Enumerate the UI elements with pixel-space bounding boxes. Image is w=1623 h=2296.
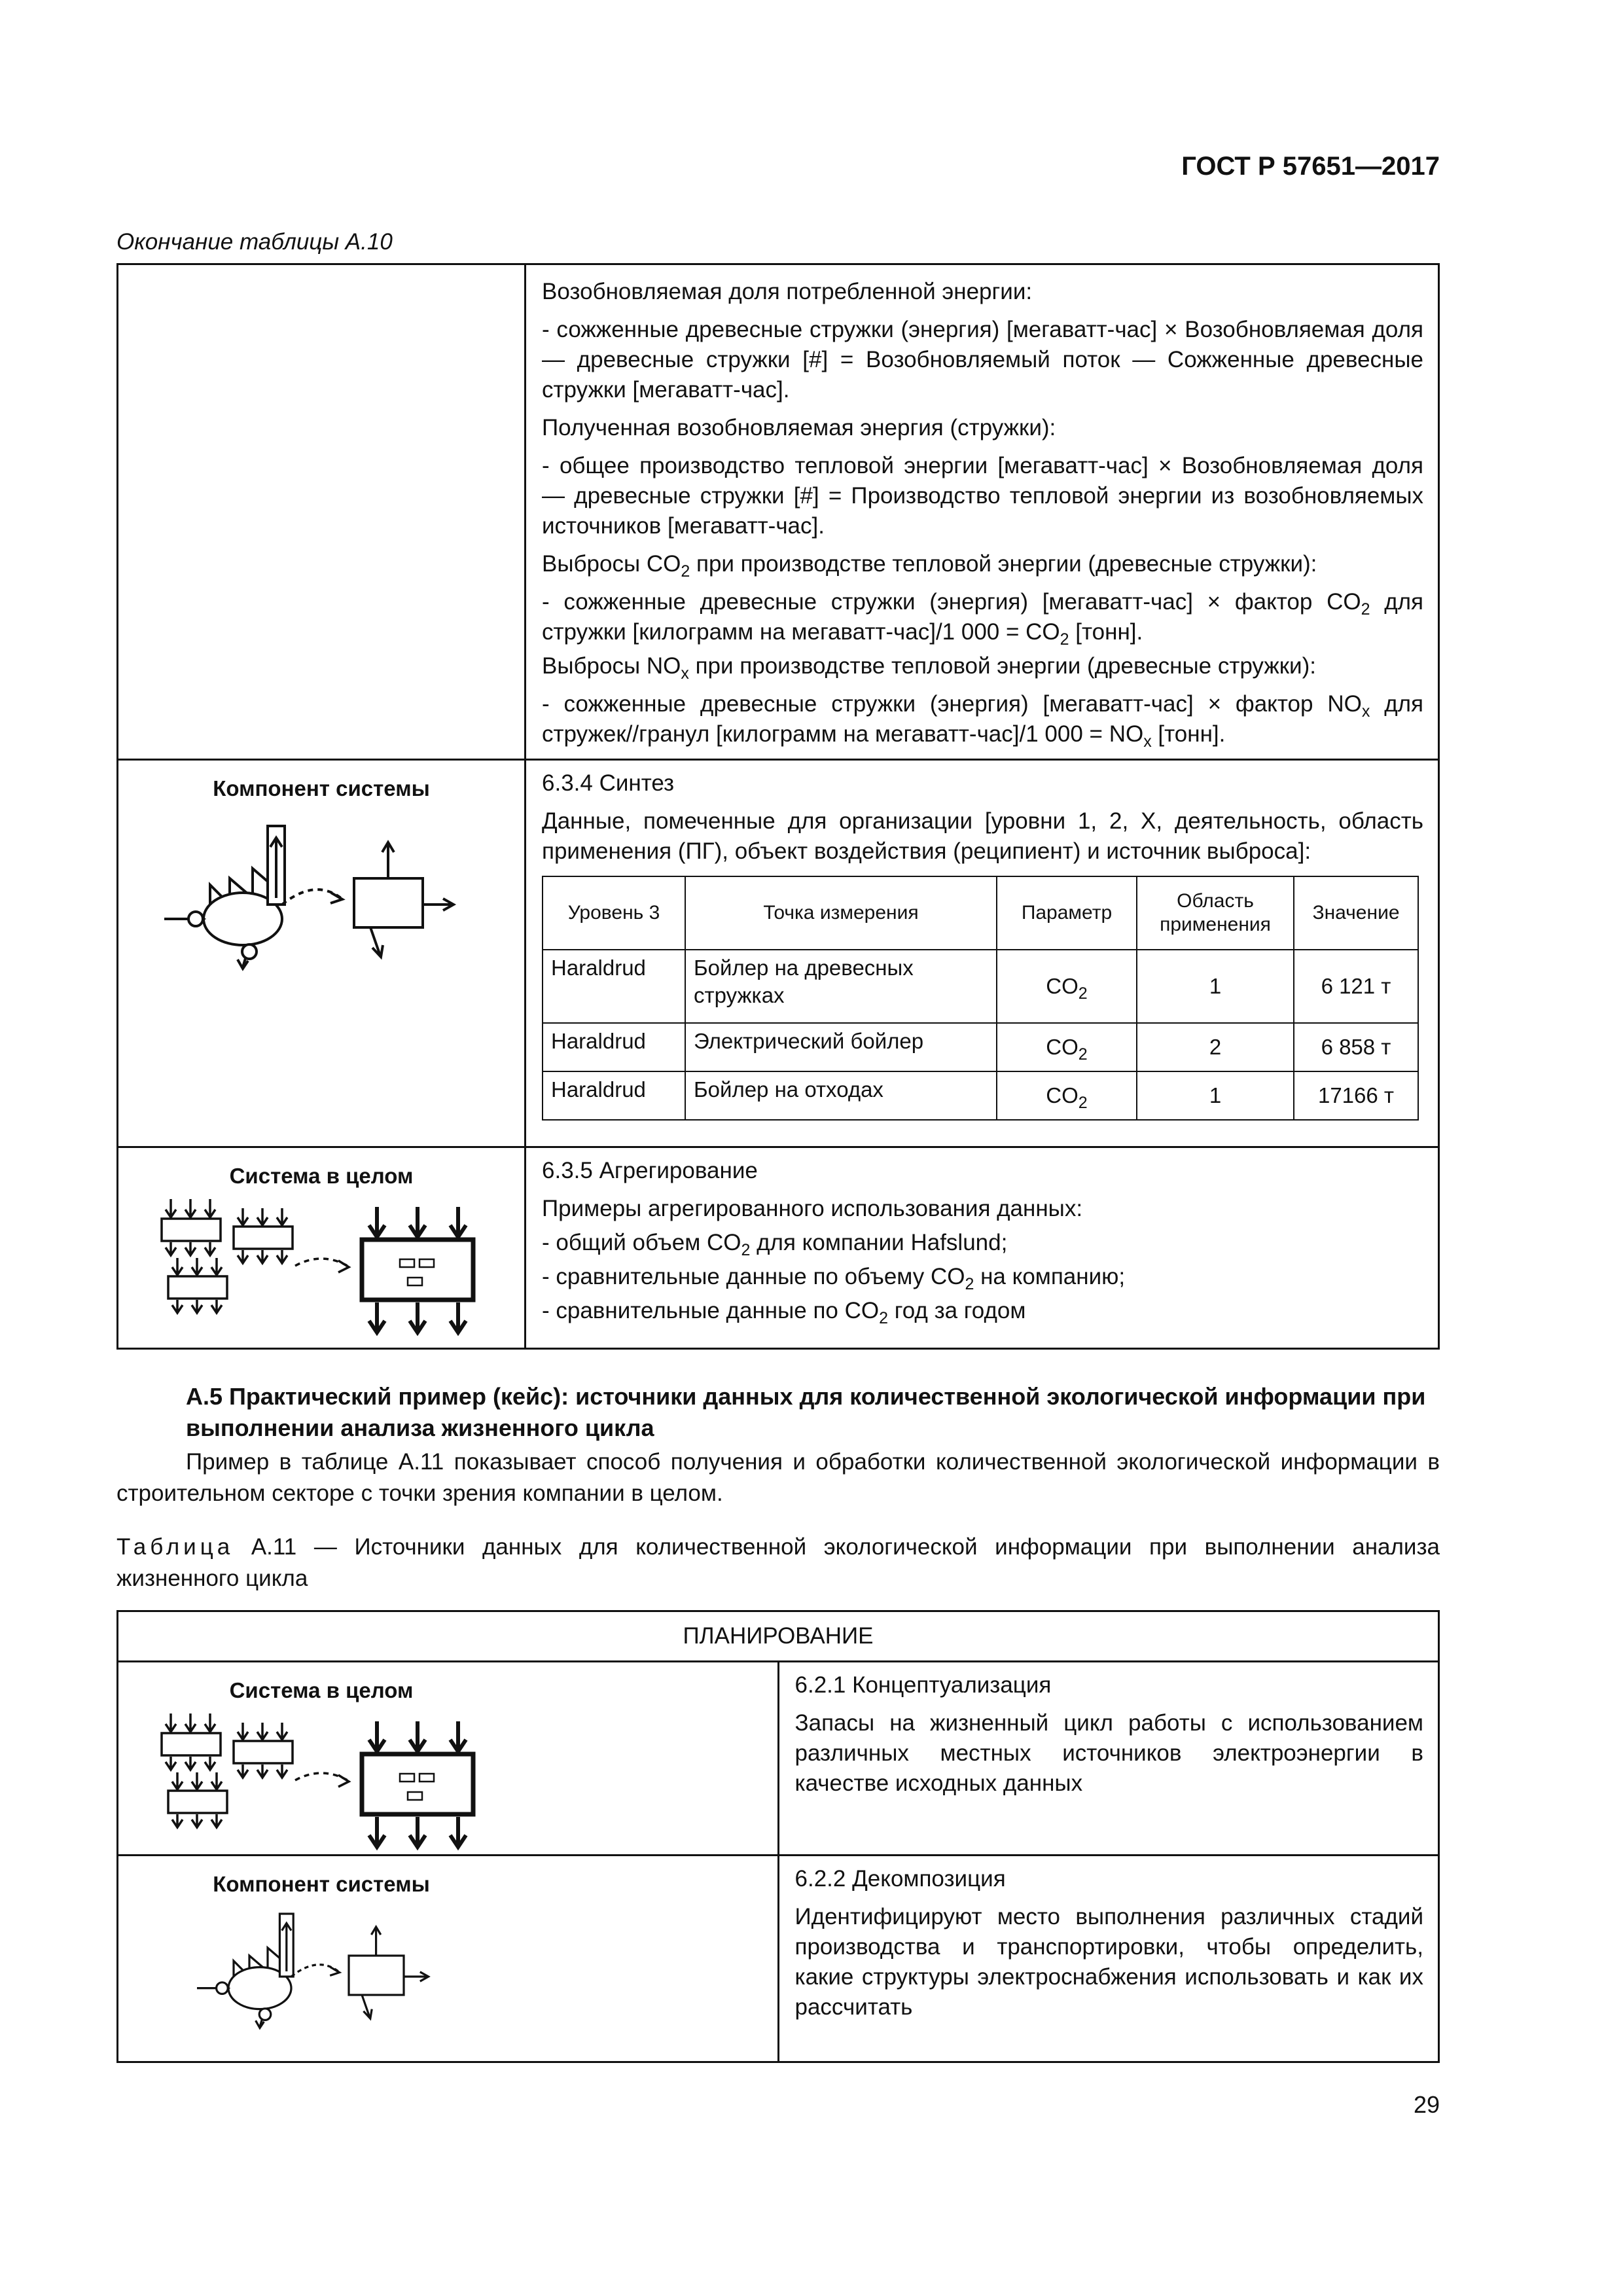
section-heading: 6.2.2 Декомпозиция (794, 1866, 1006, 1892)
section-paragraph: Пример в таблице А.11 показывает способ получения и обработки количественной экологической информации в строительном секторе с точки зрения компании в целом. (116, 1449, 1440, 1506)
text-line: Возобновляемая доля потребленной энергии: (542, 279, 1033, 304)
level-cell: Haraldrud (543, 1071, 685, 1120)
renewable-energy-cell (526, 264, 1439, 760)
list-item: - сравнительные данные по $CO_2$ год за годом (542, 1298, 1026, 1327)
table-row (543, 950, 1418, 1023)
system-diagram-cell (118, 1147, 526, 1349)
section-heading: 6.2.1 Концептуализация (794, 1672, 1052, 1698)
whole-system-icon (151, 1194, 491, 1341)
level-cell: Haraldrud (543, 1023, 685, 1071)
diagram-title: Компонент системы (213, 776, 430, 800)
whole-system-icon (151, 1708, 491, 1856)
table-continuation-caption: Окончание таблицы А.10 (116, 229, 393, 255)
table-caption: Таблица А.11 — Источники данных для количественной экологической информации при выполнении анализа жизненного цикла (116, 1534, 1440, 1591)
value-cell: 17166 т (1294, 1071, 1418, 1120)
scope-cell: 1 (1137, 950, 1294, 1023)
diagram-title: Компонент системы (213, 1872, 430, 1896)
value-cell: 6 121 т (1294, 950, 1418, 1023)
diagram-title: Система в целом (229, 1678, 414, 1702)
system-diagram-cell (118, 1662, 779, 1856)
scope-cell: 1 (1137, 1071, 1294, 1120)
synthesis-cell (526, 760, 1439, 1147)
decomposition-cell (778, 1856, 1439, 2062)
level-cell: Haraldrud (543, 950, 685, 1023)
list-item: - сравнительные данные по объему $CO_2$ на компанию; (542, 1264, 1126, 1293)
list-item: - общий объем $CO_2$ для компании Hafslund; (542, 1230, 1008, 1259)
column-header: Значение (1294, 876, 1418, 950)
scope-cell: 2 (1137, 1023, 1294, 1071)
system-component-icon (145, 806, 511, 1003)
nox-formula: - сожженные древесные стружки (энергия) [мегаватт-час] × фактор $NO_x$ для стружек//гранул [килограмм на мегаватт-час]/1 $000 = NO_x$ [тонн]. (542, 691, 1423, 751)
column-header: Область применения (1137, 876, 1294, 950)
aggregation-intro: Примеры агрегированного использования данных: (542, 1196, 1083, 1221)
point-cell: Бойлер на отходах (685, 1071, 997, 1120)
document-id: ГОСТ Р 57651—2017 (1181, 152, 1440, 181)
diagram-title: Система в целом (229, 1164, 414, 1188)
point-cell: Электрический бойлер (685, 1023, 997, 1071)
section-text: Идентифицируют место выполнения различных стадий производства и транспортировки, чтобы определить, какие структуры электроснабжения использовать и как их рассчитать (794, 1904, 1423, 2020)
section-heading: 6.3.4 Синтез (542, 770, 675, 796)
param-cell: $CO_2$ (997, 1023, 1137, 1071)
column-header: Уровень 3 (543, 876, 685, 950)
text-line: - общее производство тепловой энергии [мегаватт-час] × Возобновляемая доля — древесные стружки [#] = Производство тепловой энергии из возобновляемых источников [мегаватт-час]. (542, 453, 1423, 539)
page-number: 29 (1413, 2091, 1440, 2118)
section-title: А.5 Практический пример (кейс): источники данных для количественной экологической информации при выполнении анализа жизненного цикла (186, 1383, 1426, 1441)
conceptualization-cell (778, 1662, 1439, 1856)
co2-title: Выбросы $CO_2$ при производстве тепловой энергии (древесные стружки): (542, 551, 1317, 581)
synthesis-intro: Данные, помеченные для организации [уровни 1, 2, X, деятельность, область применения (ПГ), объект воздействия (реципиент) и источник выброса]: (542, 808, 1423, 864)
text-line: - сожженные древесные стружки (энергия) [мегаватт-час] × Возобновляемая доля — древесные стружки [#] = Возобновляемый поток — Сожженные древесные стружки [мегаватт-час]. (542, 317, 1423, 403)
table-a10 (116, 263, 1440, 1350)
system-component-icon (145, 1898, 511, 2055)
synthesis-table (542, 876, 1419, 1121)
table-row (543, 1023, 1418, 1071)
component-diagram-cell (118, 760, 526, 1147)
param-cell: $CO_2$ (997, 1071, 1137, 1120)
table-row (543, 1071, 1418, 1120)
value-cell: 6 858 т (1294, 1023, 1418, 1071)
section-text: Запасы на жизненный цикл работы с использованием различных местных источников электроэнергии в качестве исходных данных (794, 1710, 1423, 1796)
text-line: Полученная возобновляемая энергия (стружки): (542, 415, 1056, 440)
empty-cell (118, 264, 526, 760)
table-a11 (116, 1610, 1440, 2063)
nox-title: Выбросы $NO_x$ при производстве тепловой энергии (древесные стружки): (542, 653, 1316, 683)
component-diagram-cell (118, 1856, 779, 2062)
param-cell: $CO_2$ (997, 950, 1137, 1023)
point-cell: Бойлер на древесных стружках (685, 950, 997, 1023)
planning-header: ПЛАНИРОВАНИЕ (118, 1611, 1439, 1662)
co2-formula: - сожженные древесные стружки (энергия) [мегаватт-час] × фактор $CO_2$ для стружки [килограмм на мегаватт-час]/1 $000 = CO_2$ [тонн]. (542, 589, 1423, 649)
section-heading: 6.3.5 Агрегирование (542, 1158, 758, 1183)
aggregation-cell (526, 1147, 1439, 1349)
column-header: Параметр (997, 876, 1137, 950)
column-header: Точка измерения (685, 876, 997, 950)
